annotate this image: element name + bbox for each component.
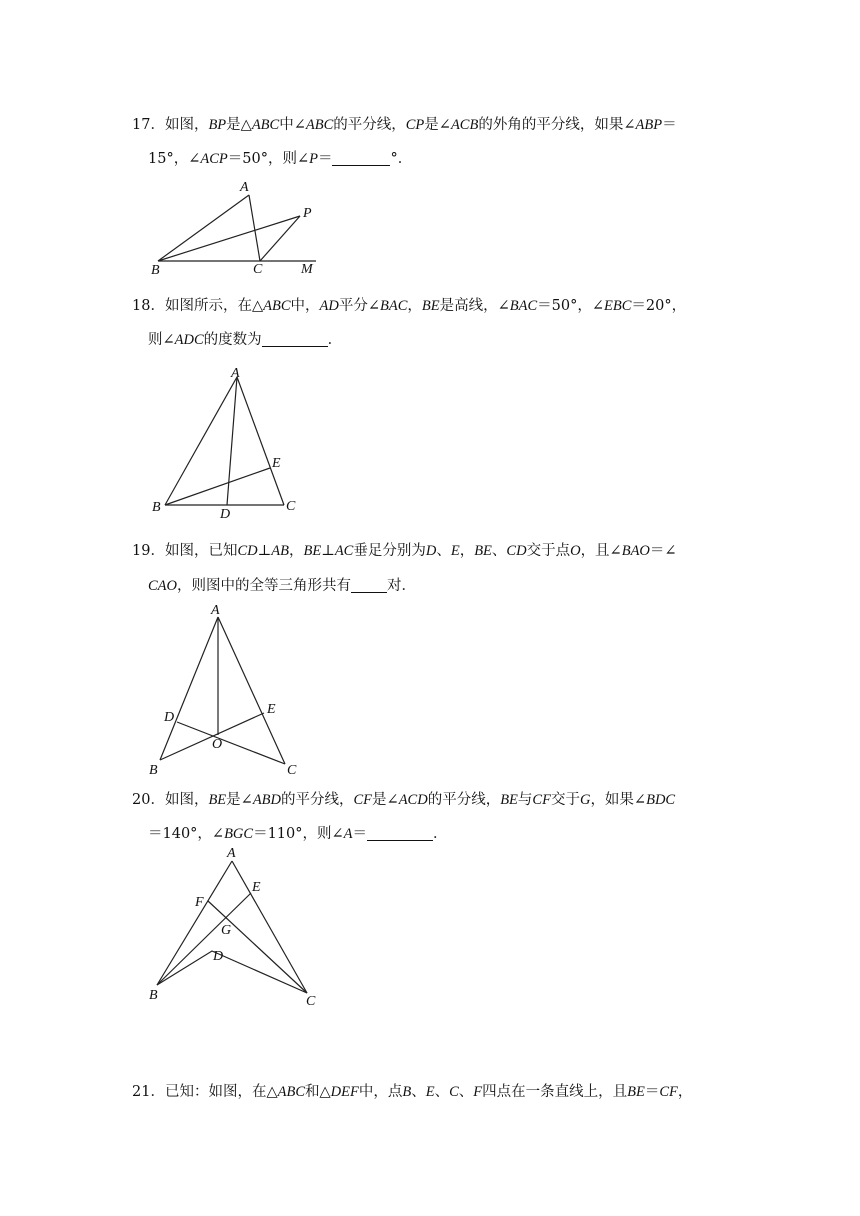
text-run: 的平分线，: [333, 117, 406, 133]
text-run: 是∠: [226, 792, 253, 808]
q20-segment-CF: [208, 901, 307, 993]
text-run: 、: [434, 1084, 450, 1100]
q21-text-1: [165, 1084, 692, 1100]
math-symbol: ACD: [398, 792, 428, 808]
text-run: 如图，已知: [164, 543, 238, 559]
math-symbol: AD: [319, 298, 339, 314]
text-run: ，则图中的全等三角形共有: [177, 578, 351, 594]
math-symbol: G: [579, 792, 591, 808]
q21-number: 21．: [132, 1084, 165, 1100]
math-symbol: BGC: [224, 826, 254, 842]
text-run: 、: [458, 1084, 474, 1100]
text-run: 的平分线，: [281, 792, 354, 808]
text-run: 垂足分别为: [353, 543, 426, 559]
q19-label-C: C: [287, 763, 297, 778]
q20-label-A: A: [227, 846, 236, 861]
math-symbol: BDC: [646, 792, 676, 808]
text-run: 平分∠: [338, 298, 380, 314]
q19-label-A: A: [211, 603, 220, 618]
math-symbol: AB: [271, 543, 289, 559]
math-symbol: E: [425, 1084, 435, 1100]
math-symbol: CF: [532, 792, 551, 808]
text-run: ＝: [352, 826, 368, 842]
math-symbol: CD: [506, 543, 527, 559]
q19-label-B: B: [149, 763, 158, 778]
q20-segment-AC: [232, 861, 307, 993]
q17-label-A: A: [240, 180, 249, 195]
math-symbol: BP: [208, 117, 227, 133]
q19-number: 19．: [132, 543, 165, 559]
q20-number: 20．: [132, 792, 165, 808]
text-run: 如图，: [164, 117, 209, 133]
q18-label-A: A: [231, 366, 240, 381]
q17-label-P: P: [303, 206, 312, 221]
q19-label-E: E: [267, 702, 276, 717]
text-run: ＝140°，∠: [148, 826, 225, 842]
text-run: 则∠: [148, 332, 175, 348]
math-symbol: B: [402, 1084, 412, 1100]
text-run: 中，: [290, 298, 320, 314]
text-run: ＝20°，: [631, 298, 687, 314]
math-symbol: CP: [405, 117, 425, 133]
text-run: ＝110°，则∠: [253, 826, 344, 842]
q20-label-D: D: [213, 949, 224, 964]
q18-label-C: C: [286, 499, 296, 514]
q17-number: 17．: [132, 117, 165, 133]
text-run: ，: [677, 1084, 693, 1100]
text-run: 15°，∠: [148, 151, 201, 167]
math-symbol: DEF: [330, 1084, 359, 1100]
text-run: ＝50°，∠: [537, 298, 605, 314]
math-symbol: E: [450, 543, 460, 559]
math-symbol: ADC: [174, 332, 204, 348]
math-symbol: ABC: [263, 298, 291, 314]
q20-label-G: G: [221, 923, 232, 938]
q20-label-C: C: [306, 994, 316, 1009]
text-run: ．: [327, 332, 343, 348]
text-run: ＝: [644, 1084, 660, 1100]
text-run: 的外角的平分线，如果∠: [478, 117, 636, 133]
text-run: ⊥: [321, 543, 335, 559]
text-run: 四点在一条直线上，且: [482, 1084, 628, 1100]
math-symbol: ABC: [305, 117, 334, 133]
math-symbol: ABC: [277, 1084, 305, 1100]
q20-label-E: E: [252, 880, 261, 895]
text-run: ，且∠: [580, 543, 622, 559]
math-symbol: F: [473, 1084, 483, 1100]
q20-label-F: F: [195, 895, 204, 910]
text-run: ＝: [662, 117, 677, 133]
text-run: 是△: [226, 117, 252, 133]
text-run: ＝50°，则∠: [227, 151, 310, 167]
math-symbol: BAO: [621, 543, 650, 559]
text-run: 的平分线，: [427, 792, 501, 808]
text-run: 中，点: [358, 1084, 403, 1100]
q18-label-D: D: [220, 507, 231, 522]
math-symbol: ABD: [252, 792, 282, 808]
text-run: ＝∠: [649, 543, 677, 559]
q20-label-B: B: [149, 988, 158, 1003]
math-symbol: C: [449, 1084, 459, 1100]
text-run: 如图，: [164, 792, 209, 808]
q19-label-D: D: [164, 710, 175, 725]
q17-label-C: C: [253, 262, 263, 277]
text-run: ，如果∠: [590, 792, 647, 808]
text-run: ＝: [317, 151, 333, 167]
math-symbol: BE: [500, 792, 518, 808]
math-symbol: BE: [303, 543, 322, 559]
text-run: ．: [433, 826, 448, 842]
math-symbol: CF: [659, 1084, 678, 1100]
text-run: 是∠: [372, 792, 399, 808]
math-symbol: BAC: [380, 298, 408, 314]
text-run: 如图所示，在△: [164, 298, 264, 314]
text-run: ⊥: [257, 543, 272, 559]
math-symbol: A: [343, 826, 353, 842]
math-symbol: EBC: [604, 298, 632, 314]
math-symbol: ACB: [450, 117, 479, 133]
text-run: 、: [411, 1084, 426, 1100]
text-run: ，: [288, 543, 304, 559]
math-symbol: BE: [474, 543, 492, 559]
math-symbol: ABP: [635, 117, 663, 133]
math-symbol: CF: [353, 792, 373, 808]
q21-line-1: [132, 1080, 692, 1101]
math-symbol: ACP: [200, 151, 228, 167]
q17-label-M: M: [301, 262, 313, 277]
text-run: ，: [459, 543, 475, 559]
math-symbol: P: [309, 151, 318, 167]
math-symbol: O: [570, 543, 581, 559]
text-run: 交于: [550, 792, 580, 808]
text-run: 交于点: [526, 543, 571, 559]
q19-label-O: O: [212, 737, 223, 752]
text-run: 是∠: [424, 117, 451, 133]
math-symbol: BE: [208, 792, 227, 808]
math-symbol: D: [425, 543, 437, 559]
math-symbol: AC: [334, 543, 354, 559]
text-run: 已知：如图，在△: [164, 1084, 278, 1100]
math-symbol: CAO: [148, 578, 177, 594]
q18-label-B: B: [152, 500, 161, 515]
q18-label-E: E: [272, 456, 281, 471]
text-run: 中∠: [279, 117, 306, 133]
math-symbol: ABC: [251, 117, 280, 133]
text-run: 对．: [387, 578, 416, 594]
q17-label-B: B: [151, 263, 160, 278]
text-run: 是高线，∠: [439, 298, 510, 314]
text-run: °．: [390, 151, 413, 167]
text-run: ，: [407, 298, 422, 314]
math-symbol: CD: [237, 543, 258, 559]
math-symbol: BAC: [509, 298, 538, 314]
text-run: 与: [517, 792, 533, 808]
text-run: 、: [491, 543, 507, 559]
math-symbol: BE: [421, 298, 440, 314]
text-run: 和△: [305, 1084, 331, 1100]
text-run: 的度数为: [203, 332, 262, 348]
math-symbol: BE: [627, 1084, 645, 1100]
q18-number: 18．: [132, 298, 165, 314]
text-run: 、: [436, 543, 451, 559]
